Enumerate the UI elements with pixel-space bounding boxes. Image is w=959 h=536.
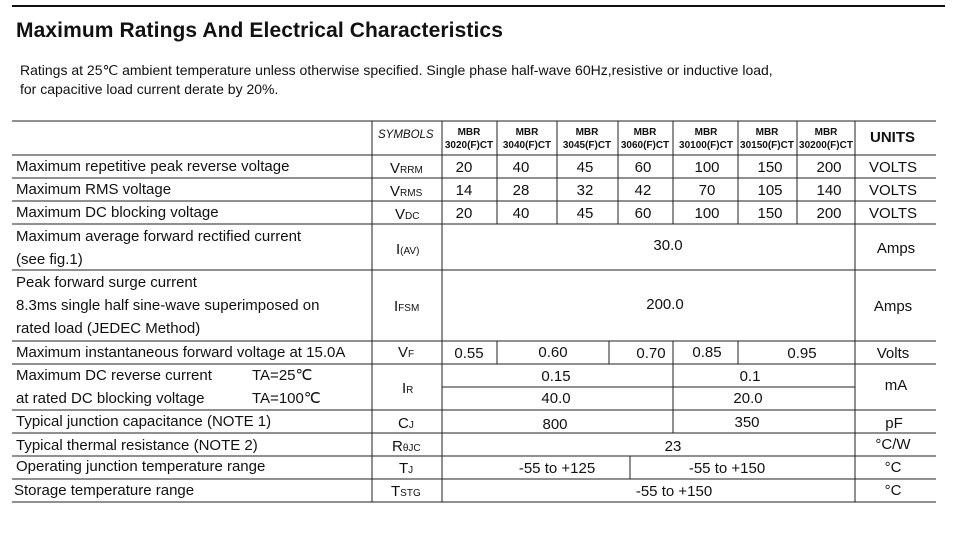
value-cell: 0.55 bbox=[454, 345, 484, 362]
row-symbol bbox=[395, 207, 419, 222]
symbol-main: T bbox=[391, 483, 401, 500]
value-cell: 0.85 bbox=[692, 344, 722, 361]
row-description-cont: (see fig.1) bbox=[16, 251, 83, 268]
symbol-subscript: F bbox=[408, 349, 415, 360]
row-description: Peak forward surge current bbox=[16, 274, 197, 291]
value-cell: 23 bbox=[664, 438, 682, 455]
value-cell: 150 bbox=[757, 159, 783, 176]
row-description-cont: at rated DC blocking voltage bbox=[16, 390, 205, 407]
row-description: Storage temperature range bbox=[14, 482, 195, 499]
value-cell: 30.0 bbox=[653, 237, 683, 254]
row-symbol bbox=[402, 381, 413, 396]
value-cell: 105 bbox=[757, 182, 783, 199]
value-cell: 45 bbox=[576, 205, 594, 222]
part-header-30150 bbox=[740, 126, 794, 152]
value-cell: 14 bbox=[455, 182, 473, 199]
row-symbol bbox=[390, 184, 422, 199]
symbol-subscript: DC bbox=[405, 211, 420, 222]
symbol-main: R bbox=[392, 438, 403, 455]
part-header-3060 bbox=[621, 126, 669, 152]
value-cell: -55 to +150 bbox=[688, 460, 766, 477]
part-number: 3020(F)CT bbox=[444, 140, 494, 151]
symbol-subscript: FSM bbox=[398, 303, 420, 314]
part-number: 3060(F)CT bbox=[620, 140, 670, 151]
part-number: 3045(F)CT bbox=[562, 140, 612, 151]
unit-cell: mA bbox=[884, 377, 908, 394]
symbol-subscript: STG bbox=[400, 488, 421, 499]
symbol-subscript: RRM bbox=[400, 165, 423, 176]
value-cell: 150 bbox=[757, 205, 783, 222]
row-symbol bbox=[399, 461, 413, 476]
part-number: 30150(F)CT bbox=[740, 140, 794, 151]
row-description-cont: 8.3ms single half sine-wave superimposed on bbox=[16, 297, 320, 314]
value-cell: 70 bbox=[698, 182, 716, 199]
value-cell: 350 bbox=[734, 414, 760, 431]
part-prefix: MBR bbox=[814, 127, 838, 138]
value-cell: 40 bbox=[512, 205, 530, 222]
row-description: Operating junction temperature range bbox=[16, 458, 266, 475]
row-symbol bbox=[398, 416, 414, 431]
row-symbol bbox=[396, 242, 419, 257]
symbol-subscript: RMS bbox=[400, 188, 423, 199]
top-rule bbox=[12, 5, 945, 7]
value-cell: 0.1 bbox=[739, 368, 761, 385]
ratings-note-line-2: for capacitive load current derate by 20%. bbox=[20, 81, 279, 97]
value-cell: 200 bbox=[816, 205, 842, 222]
unit-cell: VOLTS bbox=[868, 182, 918, 199]
value-cell: 60 bbox=[634, 159, 652, 176]
part-prefix: MBR bbox=[633, 127, 657, 138]
value-cell: 0.70 bbox=[636, 345, 666, 362]
part-prefix: MBR bbox=[515, 127, 539, 138]
part-number: 30200(F)CT bbox=[799, 140, 853, 151]
value-cell: 28 bbox=[512, 182, 530, 199]
unit-cell: pF bbox=[885, 415, 903, 432]
value-cell: 200 bbox=[816, 159, 842, 176]
unit-cell: °C bbox=[884, 482, 902, 499]
row-description: Maximum DC reverse current bbox=[16, 367, 212, 384]
symbols-header: SYMBOLS bbox=[378, 129, 434, 141]
symbol-subscript: θJC bbox=[402, 443, 421, 454]
part-prefix: MBR bbox=[755, 127, 779, 138]
value-cell: -55 to +125 bbox=[518, 460, 596, 477]
symbol-main: I bbox=[402, 380, 407, 397]
condition-ta-100: TA=100℃ bbox=[252, 390, 321, 407]
part-number: 3040(F)CT bbox=[502, 140, 552, 151]
value-cell: 45 bbox=[576, 159, 594, 176]
row-description: Maximum RMS voltage bbox=[16, 181, 172, 198]
value-cell: 40 bbox=[512, 159, 530, 176]
row-description-cont: rated load (JEDEC Method) bbox=[16, 320, 201, 337]
ratings-note-line-1 bbox=[20, 62, 773, 79]
value-cell: 40.0 bbox=[541, 390, 571, 407]
symbol-main: V bbox=[390, 183, 401, 200]
value-cell: 140 bbox=[816, 182, 842, 199]
row-description: Maximum repetitive peak reverse voltage bbox=[16, 158, 290, 175]
value-cell: 42 bbox=[634, 182, 652, 199]
value-cell: 0.95 bbox=[787, 345, 817, 362]
row-description: Typical junction capacitance (NOTE 1) bbox=[16, 413, 272, 430]
part-prefix: MBR bbox=[694, 127, 718, 138]
symbol-main: V bbox=[395, 206, 406, 223]
part-header-30200 bbox=[799, 126, 853, 152]
value-cell: -55 to +150 bbox=[635, 483, 713, 500]
row-symbol bbox=[390, 161, 423, 176]
symbol-main: I bbox=[394, 298, 399, 315]
page-title: Maximum Ratings And Electrical Characteristics bbox=[16, 19, 503, 42]
value-cell: 800 bbox=[542, 416, 568, 433]
row-symbol bbox=[398, 345, 414, 360]
row-description: Typical thermal resistance (NOTE 2) bbox=[16, 437, 258, 454]
part-prefix: MBR bbox=[457, 127, 481, 138]
value-cell: 32 bbox=[576, 182, 594, 199]
symbol-main: C bbox=[398, 415, 409, 432]
value-cell: 200.0 bbox=[646, 296, 684, 313]
value-cell: 100 bbox=[694, 159, 720, 176]
value-cell: 20.0 bbox=[733, 390, 763, 407]
value-cell: 20 bbox=[455, 205, 473, 222]
value-cell: 0.15 bbox=[541, 368, 571, 385]
unit-cell: Amps bbox=[876, 240, 916, 257]
unit-cell: VOLTS bbox=[868, 159, 918, 176]
symbol-subscript: R bbox=[406, 385, 414, 396]
symbol-subscript: J bbox=[408, 465, 414, 476]
ratings-note-part-a: Ratings at 25℃ ambient temperature unless otherwise specified. bbox=[20, 62, 423, 78]
unit-cell: Volts bbox=[876, 345, 910, 362]
symbol-main: V bbox=[390, 160, 401, 177]
value-cell: 60 bbox=[634, 205, 652, 222]
symbol-main: V bbox=[398, 344, 409, 361]
part-header-3020 bbox=[445, 126, 493, 152]
part-number: 30100(F)CT bbox=[679, 140, 733, 151]
symbol-subscript: (AV) bbox=[400, 246, 420, 257]
part-header-30100 bbox=[679, 126, 733, 152]
symbol-subscript: J bbox=[408, 420, 414, 431]
part-header-3040 bbox=[503, 126, 551, 152]
ratings-note-part-b: Single phase half-wave 60Hz,resistive or inductive load, bbox=[426, 62, 773, 78]
condition-ta-25: TA=25℃ bbox=[252, 367, 313, 384]
row-description: Maximum instantaneous forward voltage at 15.0A bbox=[16, 344, 346, 361]
value-cell: 0.60 bbox=[538, 344, 568, 361]
row-symbol bbox=[392, 439, 421, 454]
unit-cell: VOLTS bbox=[868, 205, 918, 222]
units-header: UNITS bbox=[870, 129, 915, 146]
row-description: Maximum DC blocking voltage bbox=[16, 204, 219, 221]
row-symbol bbox=[391, 484, 421, 499]
row-symbol bbox=[394, 299, 419, 314]
unit-cell: °C bbox=[884, 459, 902, 476]
value-cell: 20 bbox=[455, 159, 473, 176]
symbol-main: T bbox=[399, 460, 409, 477]
unit-cell: Amps bbox=[873, 298, 913, 315]
symbol-main: I bbox=[396, 241, 401, 258]
value-cell: 100 bbox=[694, 205, 720, 222]
part-header-3045 bbox=[563, 126, 611, 152]
part-prefix: MBR bbox=[575, 127, 599, 138]
unit-cell: °C/W bbox=[875, 436, 911, 453]
row-description: Maximum average forward rectified current bbox=[16, 228, 302, 245]
